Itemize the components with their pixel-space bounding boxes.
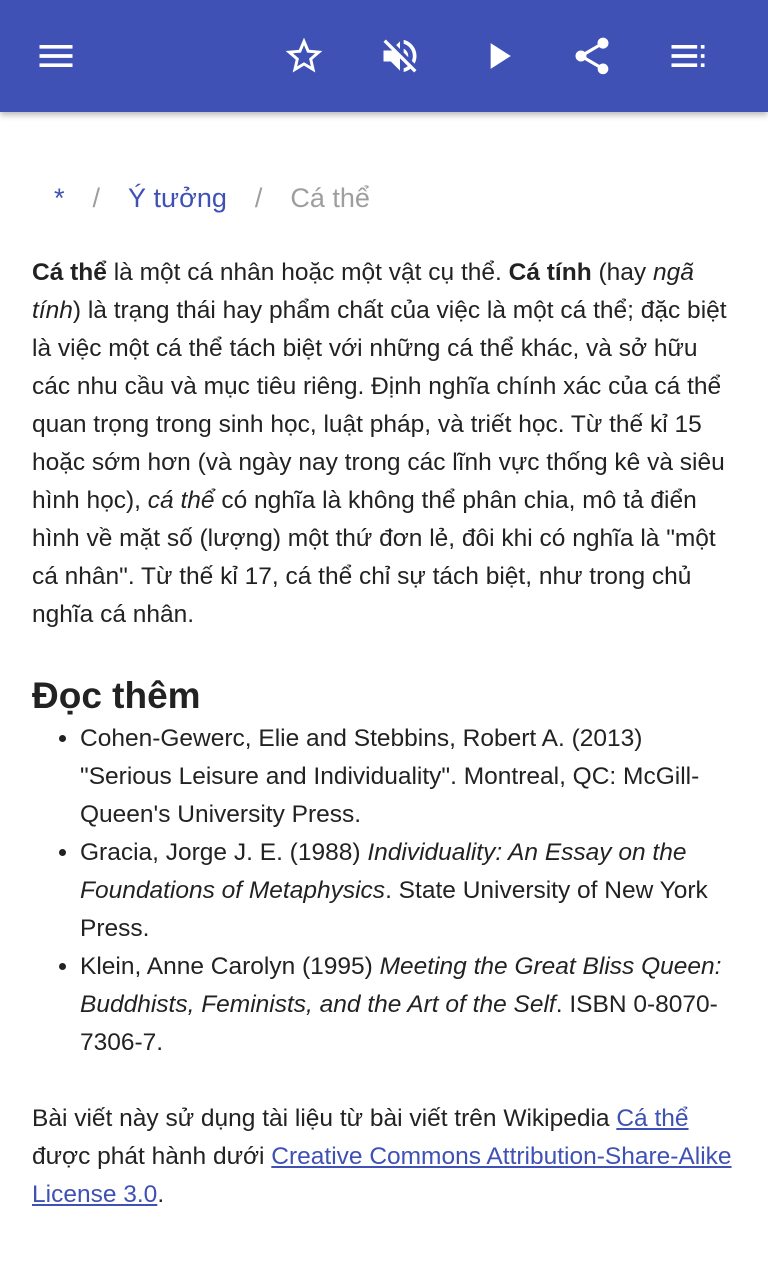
reference-text: Cohen-Gewerc, Elie and Stebbins, Robert A. (2013) "Serious Leisure and Individuality". Montreal, QC: McGill-Queen's University Press.	[80, 725, 700, 828]
list-item	[80, 834, 736, 948]
playlist-icon[interactable]	[656, 24, 720, 88]
star-outline-icon[interactable]	[272, 24, 336, 88]
intro-text: là một cá nhân hoặc một vật cụ thể.	[106, 259, 509, 286]
share-icon[interactable]	[560, 24, 624, 88]
breadcrumb	[32, 160, 736, 236]
reference-title: Meeting the Great Bliss Queen: Buddhists, Feminists, and the Art of the Self	[80, 953, 722, 1018]
attribution-text: Bài viết này sử dụng tài liệu từ bài viết trên Wikipedia	[32, 1105, 617, 1132]
intro-text: (hay	[591, 259, 653, 286]
breadcrumb-separator: /	[92, 182, 101, 213]
reference-text: Klein, Anne Carolyn (1995)	[80, 953, 380, 980]
reference-text: Gracia, Jorge J. E. (1988)	[80, 839, 368, 866]
list-item	[80, 720, 736, 834]
term-bold: Cá tính	[508, 259, 592, 286]
reference-title: Individuality: An Essay on the Foundations of Metaphysics	[80, 839, 687, 904]
reference-text: . State University of New York Press.	[80, 877, 708, 942]
intro-paragraph	[32, 254, 736, 634]
term-italic: cá thể	[147, 487, 215, 514]
further-reading-list	[32, 720, 736, 1062]
attribution-text: .	[157, 1181, 165, 1208]
play-icon[interactable]	[466, 24, 530, 88]
app-bar	[0, 0, 768, 112]
article-content	[32, 160, 736, 1214]
intro-text: ) là trạng thái hay phẩm chất của việc là một cá thể; đặc biệt là việc một cá thể tách biệt với những cá thể khác, và sở hữu các nhu cầu và mục tiêu riêng. Định nghĩa chính xác của cá thể quan trọng trong sinh học, luật pháp, và triết học. Từ thế kỉ 15 hoặc sớm hơn (và ngày nay trong các lĩnh vực thống kê và siêu hình học),	[32, 297, 727, 514]
intro-text: có nghĩa là không thể phân chia, mô tả điển hình về mặt số (lượng) một thứ đơn lẻ, đôi khi có nghĩa là "một cá nhân". Từ thế kỉ 17, cá thể chỉ sự tách biệt, như trong chủ nghĩa cá nhân.	[32, 487, 716, 628]
breadcrumb-separator: /	[254, 182, 263, 213]
license-link[interactable]: Creative Commons Attribution-Share-Alike License 3.0	[32, 1143, 732, 1208]
breadcrumb-parent-link[interactable]: Ý tưởng	[128, 182, 227, 213]
list-item	[80, 948, 736, 1062]
attribution-text: được phát hành dưới	[32, 1143, 272, 1170]
term-bold: Cá thể	[32, 259, 107, 286]
breadcrumb-current: Cá thể	[290, 182, 370, 213]
wikipedia-article-link[interactable]: Cá thể	[616, 1105, 689, 1132]
term-italic: ngã tính	[32, 259, 694, 324]
further-reading-heading: Đọc thêm	[32, 675, 201, 716]
attribution-note	[32, 1100, 736, 1214]
volume-off-icon[interactable]	[368, 24, 432, 88]
breadcrumb-root-link[interactable]: *	[54, 182, 65, 213]
menu-icon[interactable]	[24, 24, 88, 88]
reference-text: . ISBN 0-8070-7306-7.	[80, 991, 718, 1056]
